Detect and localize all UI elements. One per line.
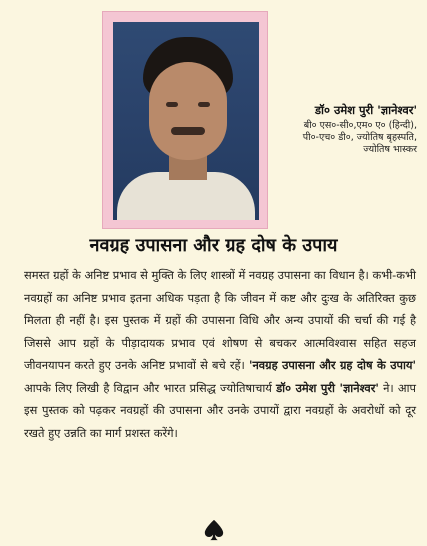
author-degree-line: पी०-एच० डी०, ज्योतिष बृहस्पति,	[302, 132, 417, 143]
spade-icon	[203, 519, 225, 541]
description-author-name: डॉ० उमेश पुरी 'ज्ञानेश्वर'	[276, 380, 379, 395]
description-text: आपके लिए लिखी है विद्वान और भारत प्रसिद्ध ज्योतिषाचार्य	[24, 380, 272, 395]
author-degree-line: ज्योतिष भास्कर	[363, 144, 417, 155]
author-name: डॉ० उमेश पुरी 'ज्ञानेश्वर'	[314, 103, 417, 117]
description-text: समस्त ग्रहों के अनिष्ट प्रभाव से मुक्ति के लिए शास्त्रों में नवग्रह उपासना का विधान है। कभी-कभी नवग्रहों का अनिष्ट प्रभाव इतना अधिक पड़ता है कि जीवन में कष्ट और दुःख के अतिरिक्त कुछ मिलता ही नहीं है। इस पुस्तक में ग्रहों की उपासना विधि और अन्य उपायों की चर्चा की गई है जिससे आप ग्रहों के पीड़ादायक प्रभाव एवं शोषण से बचकर आत्मविश्वास सहित सहज जीवनयापन करते हुए उनके अनिष्ट प्रभावों से बचे रहें।	[24, 268, 416, 372]
author-photo-frame	[102, 11, 268, 229]
book-title: नवग्रह उपासना और ग्रह दोष के उपाय	[89, 235, 338, 256]
author-photo	[113, 22, 259, 220]
author-degree-line: बी० एस०-सी०,एम० ए० (हिन्दी),	[303, 120, 417, 131]
description-text: ने। आप इस पुस्तक को पढ़कर नवग्रहों की उपासना और उनके उपायों द्वारा नवग्रहों के अवरोधों को दूर रखते हुए उन्नति का मार्ग प्रशस्त करेंगे।	[24, 380, 417, 440]
book-description	[24, 264, 416, 444]
description-book-title: 'नवग्रह उपासना और ग्रह दोष के उपाय'	[249, 358, 416, 372]
author-credits	[303, 103, 417, 156]
